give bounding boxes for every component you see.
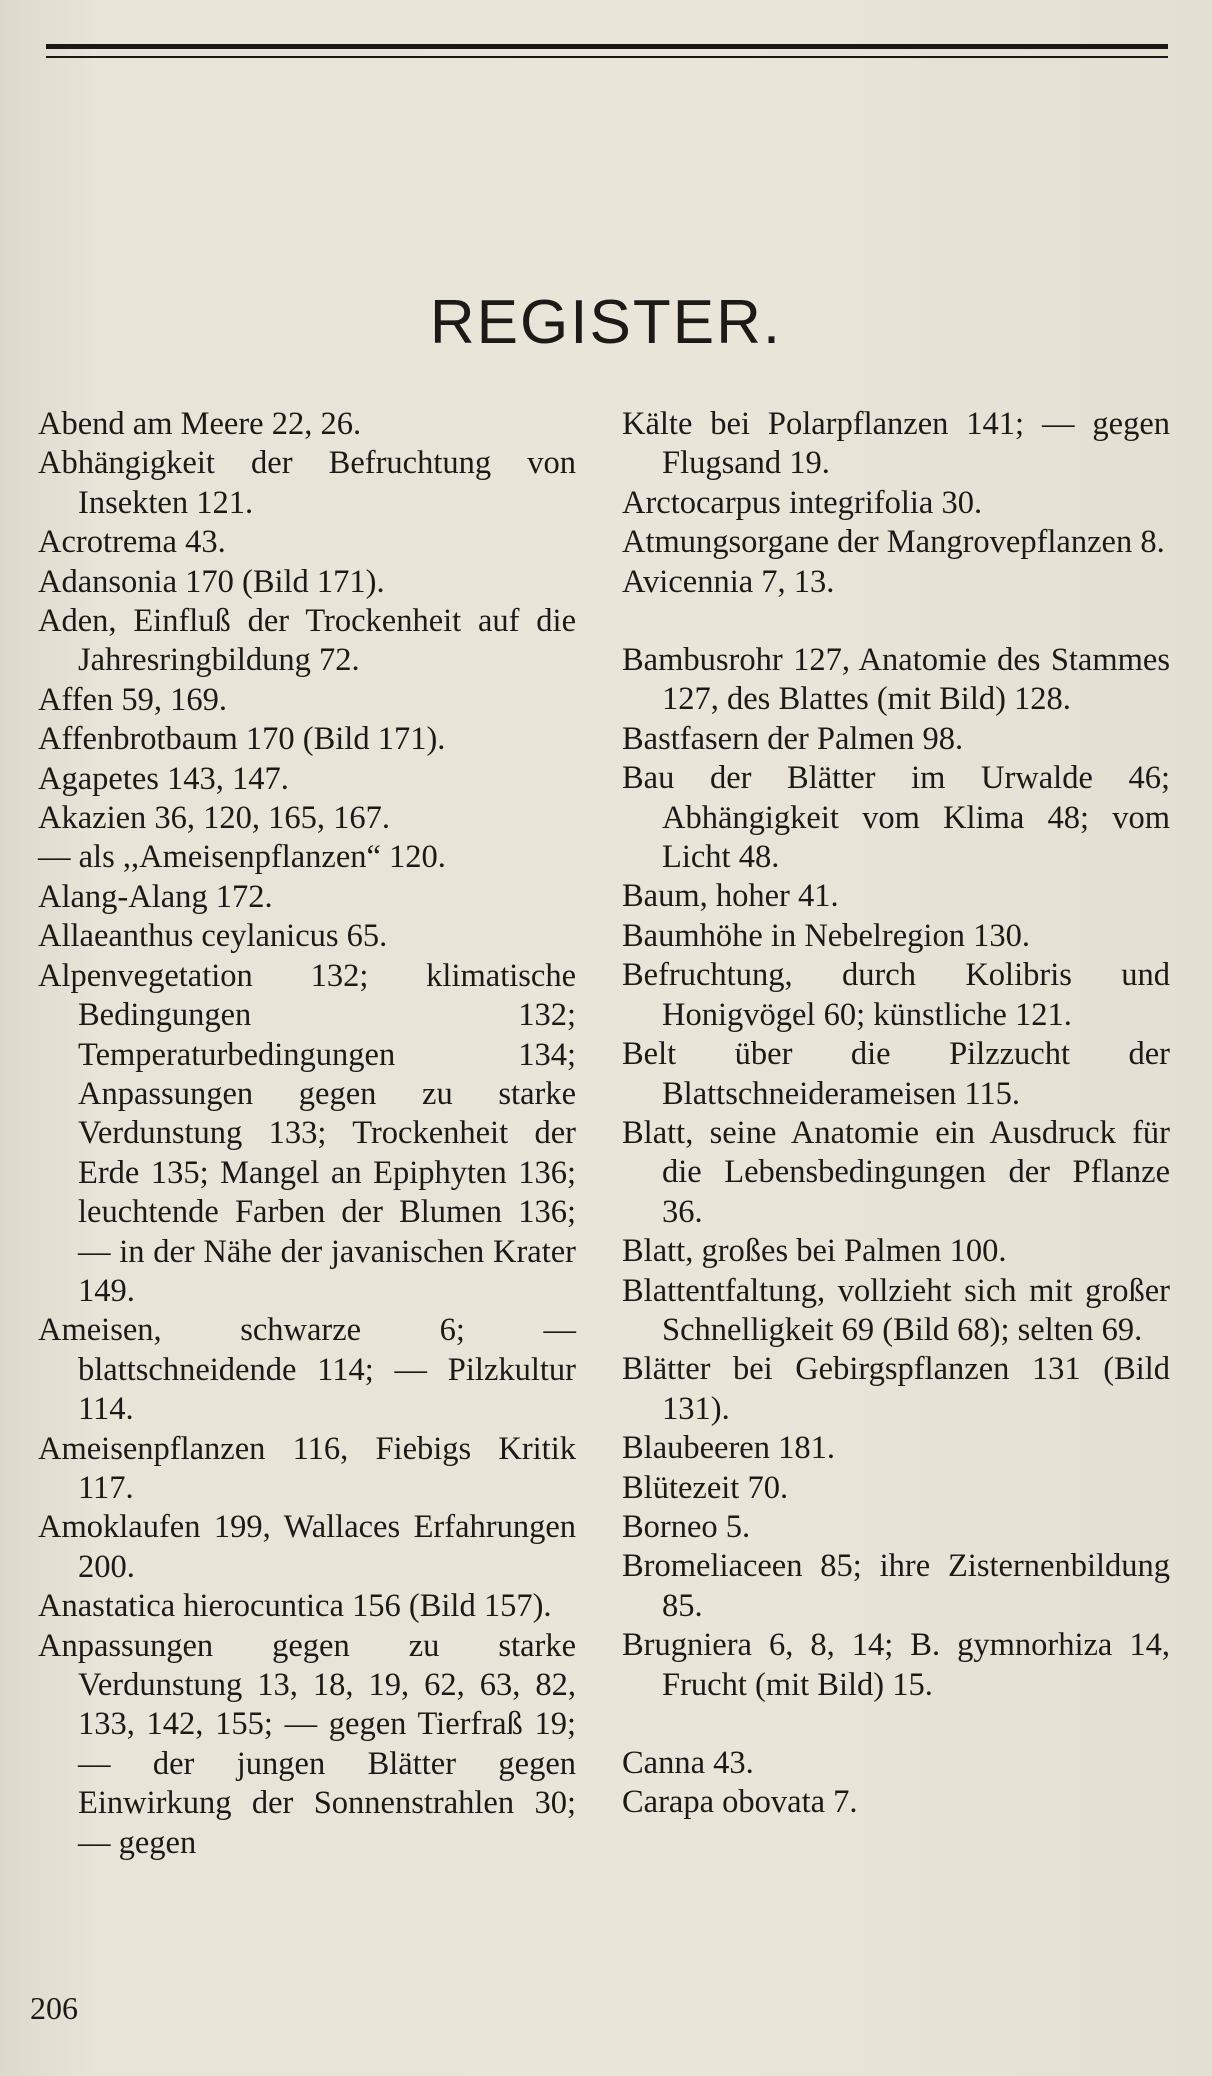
index-entry: Amoklaufen 199, Wallaces Erfahrungen 200. [38,1509,576,1585]
index-entry: Akazien 36, 120, 165, 167. [38,800,391,837]
index-entry: Atmungsorgane der Mangrovepflanzen 8. [622,524,1165,561]
index-entry: Befruchtung, durch Kolibris und Honigvögel 60; künstliche 121. [622,957,1170,1033]
index-entry: Carapa obovata 7. [622,1784,858,1821]
index-entry: Anpassungen gegen zu starke Verdunstung 13, 18, 19, 62, 63, 82, 133, 142, 155; — gegen Tierfraß 19; — der jungen Blätter gegen Einwirkung der Sonnenstrahlen 30; — gegen [38,1627,576,1861]
index-entry: Blaubeeren 181. [622,1430,835,1467]
index-entry: Arctocarpus integrifolia 30. [622,484,983,521]
index-entry: Affenbrotbaum 170 (Bild 171). [38,721,446,758]
index-entry: Abhängigkeit der Befruchtung von Insekten 121. [38,445,576,521]
header-rule-thick [46,44,1168,49]
index-entry: Ameisen, schwarze 6; — blattschneidende 114; — Pilzkultur 114. [38,1312,576,1428]
index-entry: Baumhöhe in Nebelregion 130. [622,917,1030,954]
index-column-right [622,405,1170,1823]
index-entry: Bambusrohr 127, Anatomie des Stammes 127, des Blattes (mit Bild) 128. [622,642,1170,718]
index-entry: Bau der Blätter im Urwalde 46; Abhängigkeit vom Klima 48; vom Licht 48. [622,760,1170,876]
index-entry: Brugniera 6, 8, 14; B. gymnorhiza 14, Frucht (mit Bild) 15. [622,1627,1170,1703]
header-rule-thin [46,56,1168,58]
index-entry: Acrotrema 43. [38,524,226,561]
index-entry: Bromeliaceen 85; ihre Zisternenbildung 85. [622,1548,1170,1624]
index-entry: Blütezeit 70. [622,1469,789,1506]
index-entry: Belt über die Pilzzucht der Blattschneiderameisen 115. [622,1036,1170,1112]
page-number: 206 [30,1990,78,2026]
index-entry: Blatt, seine Anatomie ein Ausdruck für die Lebensbedingungen der Pflanze 36. [622,1114,1170,1230]
index-entry: Abend am Meere 22, 26. [38,406,362,442]
index-entry: Avicennia 7, 13. [622,563,835,600]
index-entry: Blatt, großes bei Palmen 100. [622,1233,1007,1270]
index-entry: Blattentfaltung, vollzieht sich mit großer Schnelligkeit 69 (Bild 68); selten 69. [622,1272,1170,1348]
index-column-left [38,405,576,1863]
index-entry: Allaeanthus ceylanicus 65. [38,918,388,955]
index-entry: Adansonia 170 (Bild 171). [38,563,385,600]
index-entry: Bastfasern der Palmen 98. [622,720,964,757]
index-entry: Anastatica hierocuntica 156 (Bild 157). [38,1588,552,1625]
index-entry: Aden, Einfluß der Trockenheit auf die Jahresringbildung 72. [38,603,576,679]
index-entry: Alpenvegetation 132; klimatische Bedingungen 132; Temperaturbedingungen 134; Anpassungen gegen zu starke Verdunstung 133; Trockenheit der Erde 135; Mangel an Epiphyten 136; leuchtende Farben der Blumen 136; — in der Nähe der javanischen Krater 149. [38,957,576,1309]
index-entry: Agapetes 143, 147. [38,760,289,797]
letter-group-spacer [622,602,1170,641]
index-entry: Baum, hoher 41. [622,878,839,915]
index-entry: Canna 43. [622,1745,754,1781]
index-entry: Affen 59, 169. [38,681,227,718]
index-entry: — als ,,Ameisenpflanzen“ 120. [38,839,446,876]
page-title: REGISTER. [429,288,783,357]
index-entry: Kälte bei Polarpflanzen 141; — gegen Flugsand 19. [622,406,1170,482]
index-entry: Blätter bei Gebirgspflanzen 131 (Bild 131). [622,1351,1170,1427]
index-entry: Borneo 5. [622,1508,751,1545]
letter-group-spacer [622,1705,1170,1744]
index-entry: Ameisenpflanzen 116, Fiebigs Kritik 117. [38,1430,576,1506]
index-entry: Alang-Alang 172. [38,878,273,915]
